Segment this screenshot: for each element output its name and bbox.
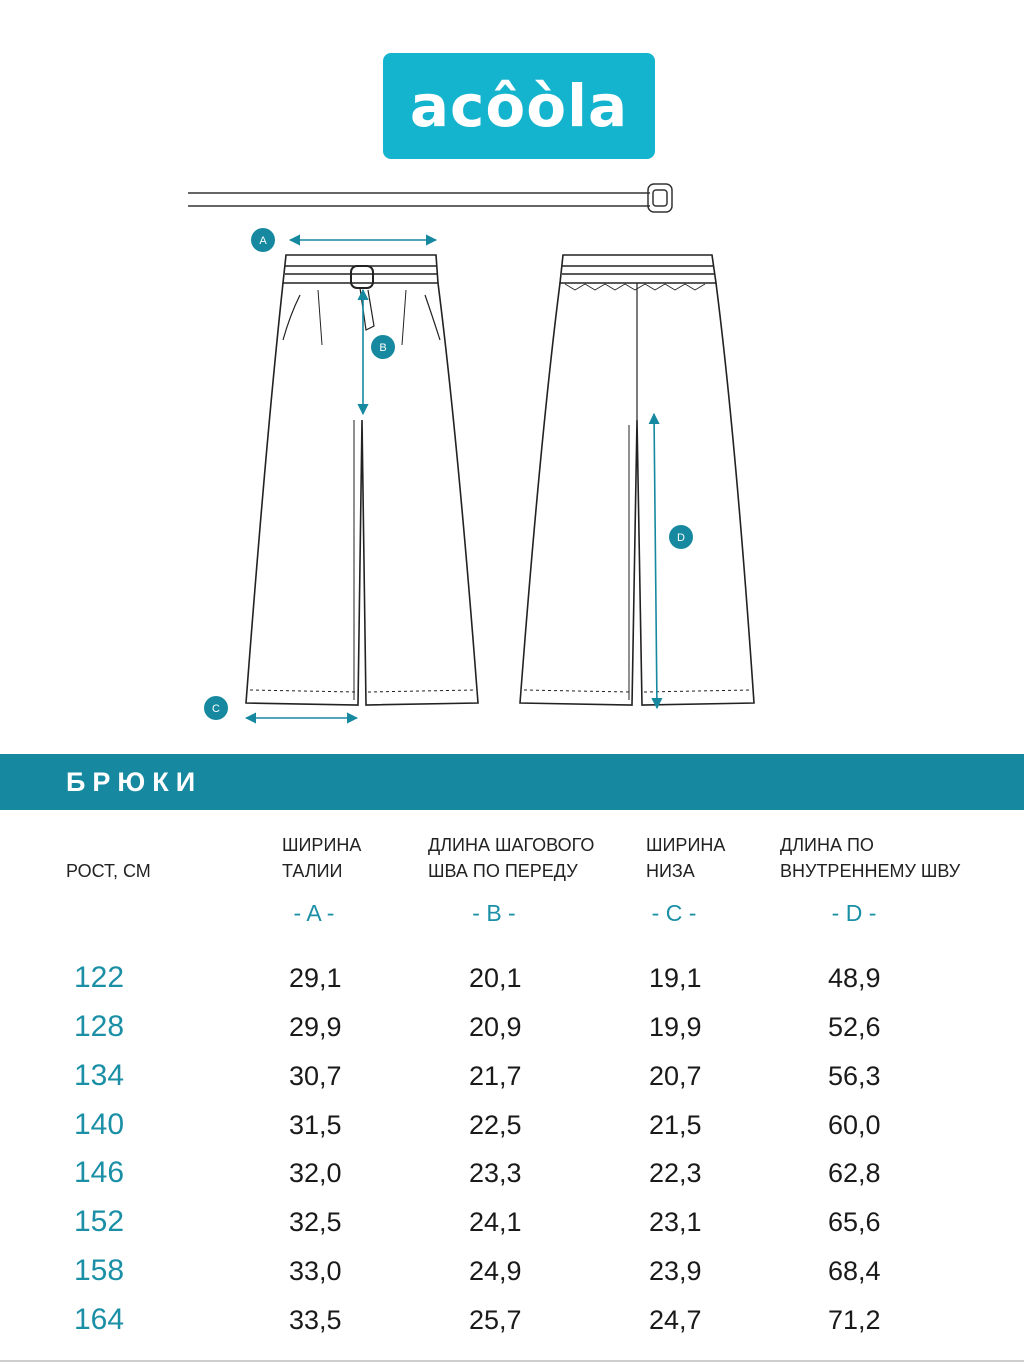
svg-text:B: B [379,342,387,354]
marker-c [204,696,228,720]
height-value: 158 [74,1254,125,1287]
section-band [0,754,1024,810]
section-title: БРЮКИ [66,767,203,797]
waist-value: 32,0 [289,1158,342,1188]
height-value: 122 [74,961,125,994]
header-waist-width: ШИРИНА ТАЛИИ [282,835,362,881]
header-hem-width: ШИРИНА НИЗА [646,835,726,881]
height-value: 152 [74,1205,125,1238]
waist-value: 33,0 [289,1256,342,1286]
crotch-value: 23,3 [469,1158,522,1188]
belt-drawing [188,184,672,212]
crotch-value: 22,5 [469,1110,522,1140]
marker-b [371,335,395,359]
hem-value: 19,9 [649,1012,702,1042]
table-row [0,1251,1024,1291]
inseam-value: 62,8 [828,1158,881,1188]
hem-value: 20,7 [649,1061,702,1091]
marker-a [251,228,275,252]
crotch-value: 20,9 [469,1012,522,1042]
letter-c: - C - [651,900,697,926]
bottom-divider [0,1360,1024,1362]
hem-value: 22,3 [649,1158,702,1188]
table-row [0,1153,1024,1193]
svg-text:D: D [677,532,685,544]
svg-text:A: A [259,235,267,247]
trousers-back-drawing [520,255,754,705]
table-row [0,1056,1024,1096]
crotch-value: 24,1 [469,1207,522,1237]
height-value: 146 [74,1156,125,1189]
hem-value: 23,1 [649,1207,702,1237]
hem-value: 21,5 [649,1110,702,1140]
height-value: 140 [74,1108,125,1141]
measurement-arrows [246,240,657,718]
header-height: РОСТ, СМ [66,861,151,881]
height-value: 164 [74,1303,125,1336]
waist-value: 29,9 [289,1012,342,1042]
table-row [0,1105,1024,1145]
crotch-value: 24,9 [469,1256,522,1286]
trousers-front-drawing [246,255,478,705]
svg-text:C: C [212,703,220,715]
logo-text: acôòla [409,72,629,140]
marker-d [669,525,693,549]
height-value: 128 [74,1010,125,1043]
header-front-crotch-length: ДЛИНА ШАГОВОГО ШВА ПО ПЕРЕДУ [428,835,595,881]
waist-value: 30,7 [289,1061,342,1091]
waist-value: 29,1 [289,963,342,993]
header-inseam-length: ДЛИНА ПО ВНУТРЕННЕМУ ШВУ [780,835,961,881]
height-value: 134 [74,1059,125,1092]
crotch-value: 20,1 [469,963,522,993]
table-row [0,1300,1024,1340]
waist-value: 31,5 [289,1110,342,1140]
waist-value: 32,5 [289,1207,342,1237]
waist-value: 33,5 [289,1305,342,1335]
inseam-value: 52,6 [828,1012,881,1042]
crotch-value: 25,7 [469,1305,522,1335]
table-row [0,1202,1024,1242]
letter-a: - A - [293,900,335,926]
crotch-value: 21,7 [469,1061,522,1091]
inseam-value: 65,6 [828,1207,881,1237]
table-row [0,1007,1024,1047]
letter-b: - B - [472,900,516,926]
inseam-value: 68,4 [828,1256,881,1286]
letter-d: - D - [831,900,877,926]
inseam-value: 60,0 [828,1110,881,1140]
table-row [0,958,1024,998]
inseam-value: 48,9 [828,963,881,993]
inseam-value: 56,3 [828,1061,881,1091]
inseam-value: 71,2 [828,1305,881,1335]
hem-value: 24,7 [649,1305,702,1335]
hem-value: 23,9 [649,1256,702,1286]
hem-value: 19,1 [649,963,702,993]
